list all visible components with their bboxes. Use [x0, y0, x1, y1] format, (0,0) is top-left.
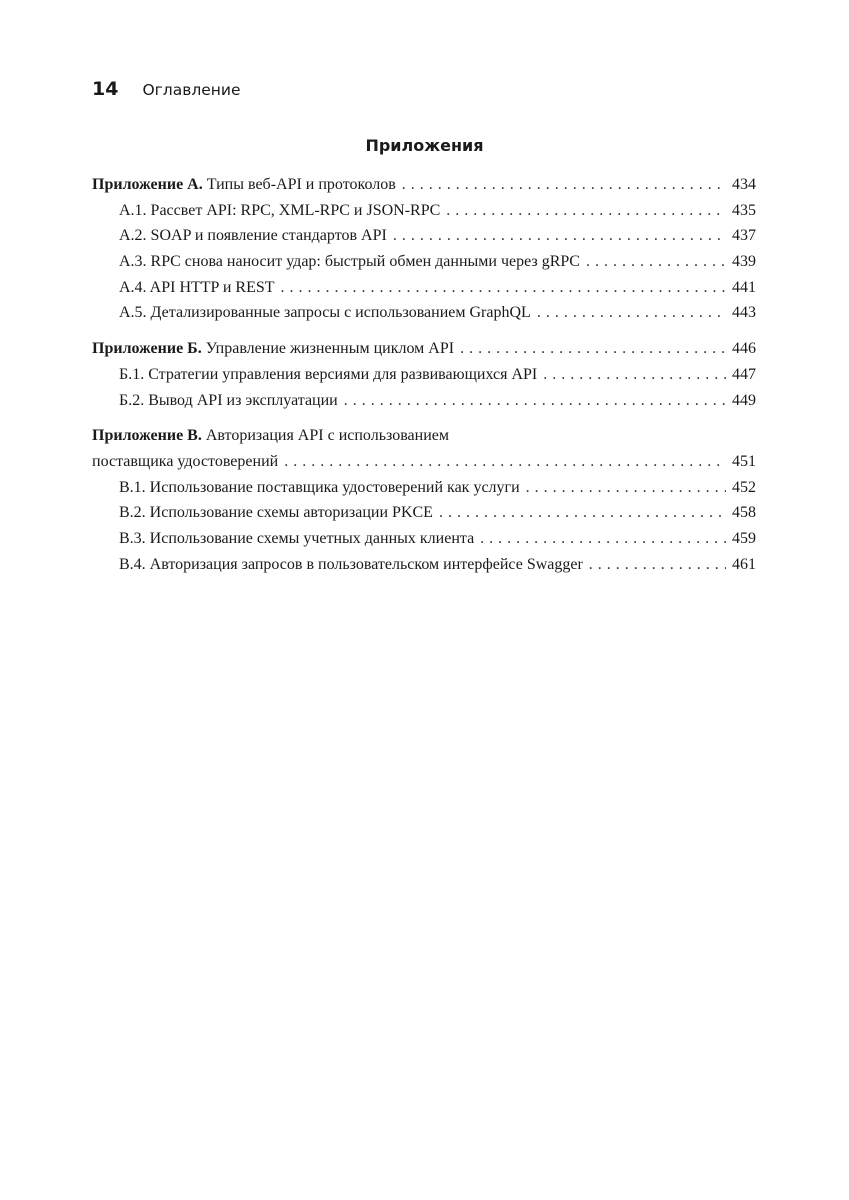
toc-entry-page: 449: [732, 391, 756, 409]
toc-entry-c2[interactable]: [92, 500, 756, 526]
toc-entry-page: 439: [732, 253, 756, 271]
appendix-c-title-line1: Авторизация API с использованием: [205, 427, 450, 445]
page-number: 14: [92, 78, 119, 100]
toc-entry-text: В.3. Использование схемы учетных данных клиента: [119, 529, 475, 547]
dot-leader: [586, 249, 726, 275]
toc-entry-page: 443: [732, 304, 756, 322]
toc-entry-text: A.2. SOAP и появление стандартов API: [119, 227, 387, 245]
toc-entry-page: 441: [732, 278, 756, 296]
toc-entry-appendix-b[interactable]: [92, 336, 756, 362]
appendix-a-label: Приложение А.: [92, 176, 203, 193]
toc-entry-text: В.2. Использование схемы авторизации PKCE: [119, 504, 433, 522]
dot-leader: [393, 223, 726, 249]
toc-entry-text: В.4. Авторизация запросов в пользовательском интерфейсе Swagger: [119, 555, 583, 573]
appendix-b-label: Приложение Б.: [92, 340, 202, 358]
toc-entry-page: 459: [732, 529, 756, 547]
table-of-contents: [92, 172, 756, 587]
toc-entry-text: A.3. RPC снова наносит удар: быстрый обмен данными через gRPC: [119, 253, 580, 271]
toc-entry-a3[interactable]: [92, 249, 756, 275]
appendix-c-title-line2: поставщика удостоверений: [92, 452, 279, 470]
toc-entry-appendix-c-line1[interactable]: [92, 423, 756, 449]
toc-entry-a5[interactable]: [92, 300, 756, 326]
dot-leader: [446, 198, 726, 224]
toc-entry-text: В.1. Использование поставщика удостоверений как услуги: [119, 478, 520, 496]
toc-entry-c4[interactable]: [92, 552, 756, 578]
toc-entry-c3[interactable]: [92, 526, 756, 552]
toc-entry-appendix-a[interactable]: [92, 172, 756, 198]
toc-entry-appendix-c[interactable]: [92, 449, 756, 475]
dot-leader: [460, 336, 726, 362]
toc-entry-page: 447: [732, 365, 756, 383]
appendix-b-page: 446: [732, 340, 756, 358]
toc-group-appendix-a: [92, 172, 756, 326]
toc-entry-page: 461: [732, 555, 756, 573]
dot-leader: [537, 300, 726, 326]
toc-group-appendix-c: [92, 423, 756, 577]
toc-entry-text: A.4. API HTTP и REST: [119, 278, 275, 296]
toc-entry-page: 435: [732, 201, 756, 219]
dot-leader: [526, 475, 726, 501]
dot-leader: [281, 275, 726, 301]
dot-leader: [589, 552, 726, 578]
dot-leader: [344, 388, 726, 414]
toc-entry-text: Б.1. Стратегии управления версиями для развивающихся API: [119, 365, 538, 383]
toc-entry-c1[interactable]: [92, 475, 756, 501]
appendix-a-page: 434: [732, 176, 756, 193]
dot-leader: [543, 362, 726, 388]
appendix-c-label: Приложение В.: [92, 427, 202, 445]
toc-entry-page: 437: [732, 227, 756, 245]
toc-entry-a2[interactable]: [92, 223, 756, 249]
appendix-c-page: 451: [732, 452, 756, 470]
toc-entry-text: A.1. Рассвет API: RPC, XML-RPC и JSON-RPC: [119, 201, 441, 219]
dot-leader: [402, 172, 726, 198]
toc-group-appendix-b: [92, 336, 756, 413]
dot-leader: [439, 500, 726, 526]
toc-entry-b1[interactable]: [92, 362, 756, 388]
dot-leader: [480, 526, 726, 552]
running-title: Оглавление: [142, 81, 241, 99]
appendix-a-title: Типы веб-API и протоколов: [206, 176, 396, 193]
toc-entry-text: Б.2. Вывод API из эксплуатации: [119, 391, 338, 409]
toc-entry-page: 452: [732, 478, 756, 496]
dot-leader: [284, 449, 726, 475]
appendix-b-title: Управление жизненным циклом API: [205, 340, 455, 358]
toc-entry-page: 458: [732, 504, 756, 522]
toc-entry-a1[interactable]: [92, 198, 756, 224]
toc-entry-b2[interactable]: [92, 388, 756, 414]
toc-entry-a4[interactable]: [92, 275, 756, 301]
running-head: [92, 78, 241, 100]
section-title: Приложения: [365, 136, 484, 155]
toc-entry-text: A.5. Детализированные запросы с использованием GraphQL: [119, 304, 531, 322]
